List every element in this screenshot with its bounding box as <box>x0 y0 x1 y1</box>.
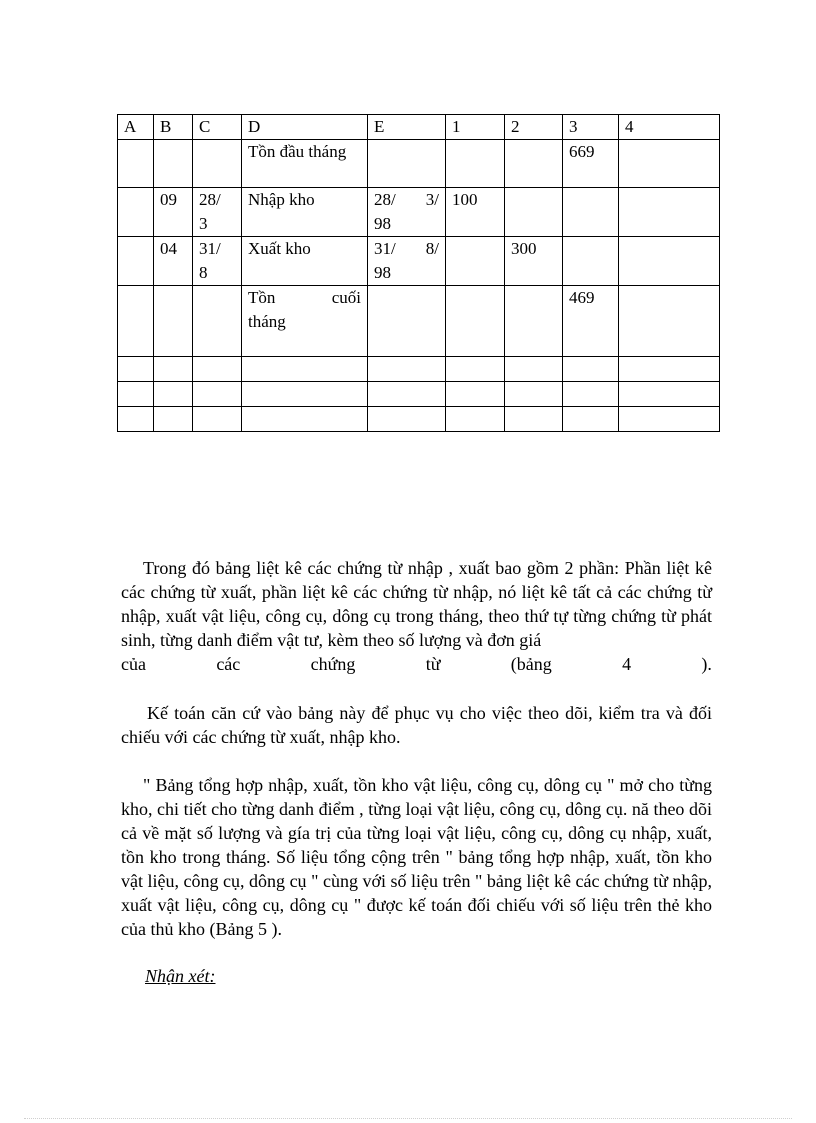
header-cell-a: A <box>118 115 154 140</box>
remark-heading: Nhận xét: <box>145 966 216 986</box>
table-cell <box>118 140 154 188</box>
table-cell <box>505 188 563 237</box>
table-row <box>118 188 720 237</box>
table-cell <box>446 237 505 286</box>
date-part: 28/ <box>374 190 396 209</box>
table-cell-date <box>193 237 242 286</box>
justified-line: của các chứng từ (bảng 4 ). <box>121 654 712 674</box>
paragraph-bang-tong-hop: " Bảng tổng hợp nhập, xuất, tồn kho vật liệu, công cụ, dông cụ " mở cho từng kho, chi tiết cho từng danh điểm , từng loại vật liệu, công cụ, dông cụ. nă theo dõi cả về mặt số lượng và gía trị của từng loại vật liệu, công cụ, dông cụ nhập, xuất, tồn kho trong tháng. Số liệu tổng cộng trên " bảng tổng hợp nhập, xuất, tồn kho vật liệu, công cụ, dông cụ " cùng với số liệu trên " bảng liệt kê các chứng từ nhập, xuất vật liệu, công cụ, dông cụ " được kế toán đối chiếu với số liệu trên thẻ kho của thủ kho (Bảng 5 ). <box>121 775 712 939</box>
table-cell <box>619 140 720 188</box>
header-cell-4: 4 <box>619 115 720 140</box>
date-line <box>374 237 439 261</box>
date-part: 8/ <box>425 239 439 258</box>
table-row <box>118 237 720 286</box>
table-cell <box>563 237 619 286</box>
header-cell-3: 3 <box>563 115 619 140</box>
table-cell: 469 <box>563 286 619 357</box>
date-part: 3 <box>199 214 208 233</box>
table-cell <box>563 188 619 237</box>
date-part: 8 <box>199 263 208 282</box>
table-cell <box>118 286 154 357</box>
table-cell-date <box>368 237 446 286</box>
table-cell <box>619 237 720 286</box>
label-word: cuối <box>331 288 361 307</box>
table-cell-date <box>193 188 242 237</box>
header-cell-1: 1 <box>446 115 505 140</box>
date-line <box>374 188 439 212</box>
table-cell: Tồn đầu tháng <box>242 140 368 188</box>
paragraph-last-line <box>121 652 712 676</box>
paragraph-ke-toan: Kế toán căn cứ vào bảng này để phục vụ cho việc theo dõi, kiểm tra và đối chiếu với các chứng từ xuất, nhập kho. <box>121 703 712 747</box>
paragraph-chung-tu-list <box>121 556 712 652</box>
table-cell: 04 <box>154 237 193 286</box>
table-row-empty <box>118 382 720 407</box>
table-cell <box>619 286 720 357</box>
table-cell-label <box>242 286 368 357</box>
header-cell-b: B <box>154 115 193 140</box>
table-cell: 300 <box>505 237 563 286</box>
table-cell <box>193 286 242 357</box>
table-cell <box>619 188 720 237</box>
header-cell-c: C <box>193 115 242 140</box>
date-part: 3/ <box>425 190 439 209</box>
date-part: 28/ <box>199 190 221 209</box>
table-cell <box>505 286 563 357</box>
table-cell <box>368 286 446 357</box>
table-row-empty <box>118 407 720 432</box>
header-cell-e: E <box>368 115 446 140</box>
table-cell <box>118 237 154 286</box>
label-word: tháng <box>248 312 286 331</box>
date-part: 98 <box>374 214 391 233</box>
paragraph-text: Trong đó bảng liệt kê các chứng từ nhập , xuất bao gồm 2 phần: Phần liệt kê các chứng từ xuất, phần liệt kê các chứng từ nhập, nó liệt kê tất cả các chứng từ nhập, xuất vật liệu, công cụ, dông cụ trong tháng, theo thứ tự từng chứng từ phát sinh, từng danh điểm vật tư, kèm theo số lượng và đơn giá <box>121 558 712 650</box>
table-row-empty <box>118 357 720 382</box>
table-cell: Nhập kho <box>242 188 368 237</box>
date-part: 98 <box>374 263 391 282</box>
table-cell <box>446 140 505 188</box>
table-cell <box>368 140 446 188</box>
table-cell: 669 <box>563 140 619 188</box>
date-part: 31/ <box>374 239 396 258</box>
page-bottom-divider <box>24 1118 792 1119</box>
date-part: 31/ <box>199 239 221 258</box>
table-cell: Xuất kho <box>242 237 368 286</box>
table-header-row <box>118 115 720 140</box>
table-cell <box>154 286 193 357</box>
header-cell-d: D <box>242 115 368 140</box>
table-cell-date <box>368 188 446 237</box>
table-cell <box>193 140 242 188</box>
table-cell <box>154 140 193 188</box>
table-row <box>118 140 720 188</box>
table-cell <box>505 140 563 188</box>
label-word: Tồn <box>248 288 276 307</box>
table-cell <box>446 286 505 357</box>
label-line <box>248 286 361 310</box>
table-row <box>118 286 720 357</box>
inventory-ledger-table <box>117 114 720 432</box>
table-cell: 09 <box>154 188 193 237</box>
table-cell: 100 <box>446 188 505 237</box>
header-cell-2: 2 <box>505 115 563 140</box>
table-cell <box>118 188 154 237</box>
